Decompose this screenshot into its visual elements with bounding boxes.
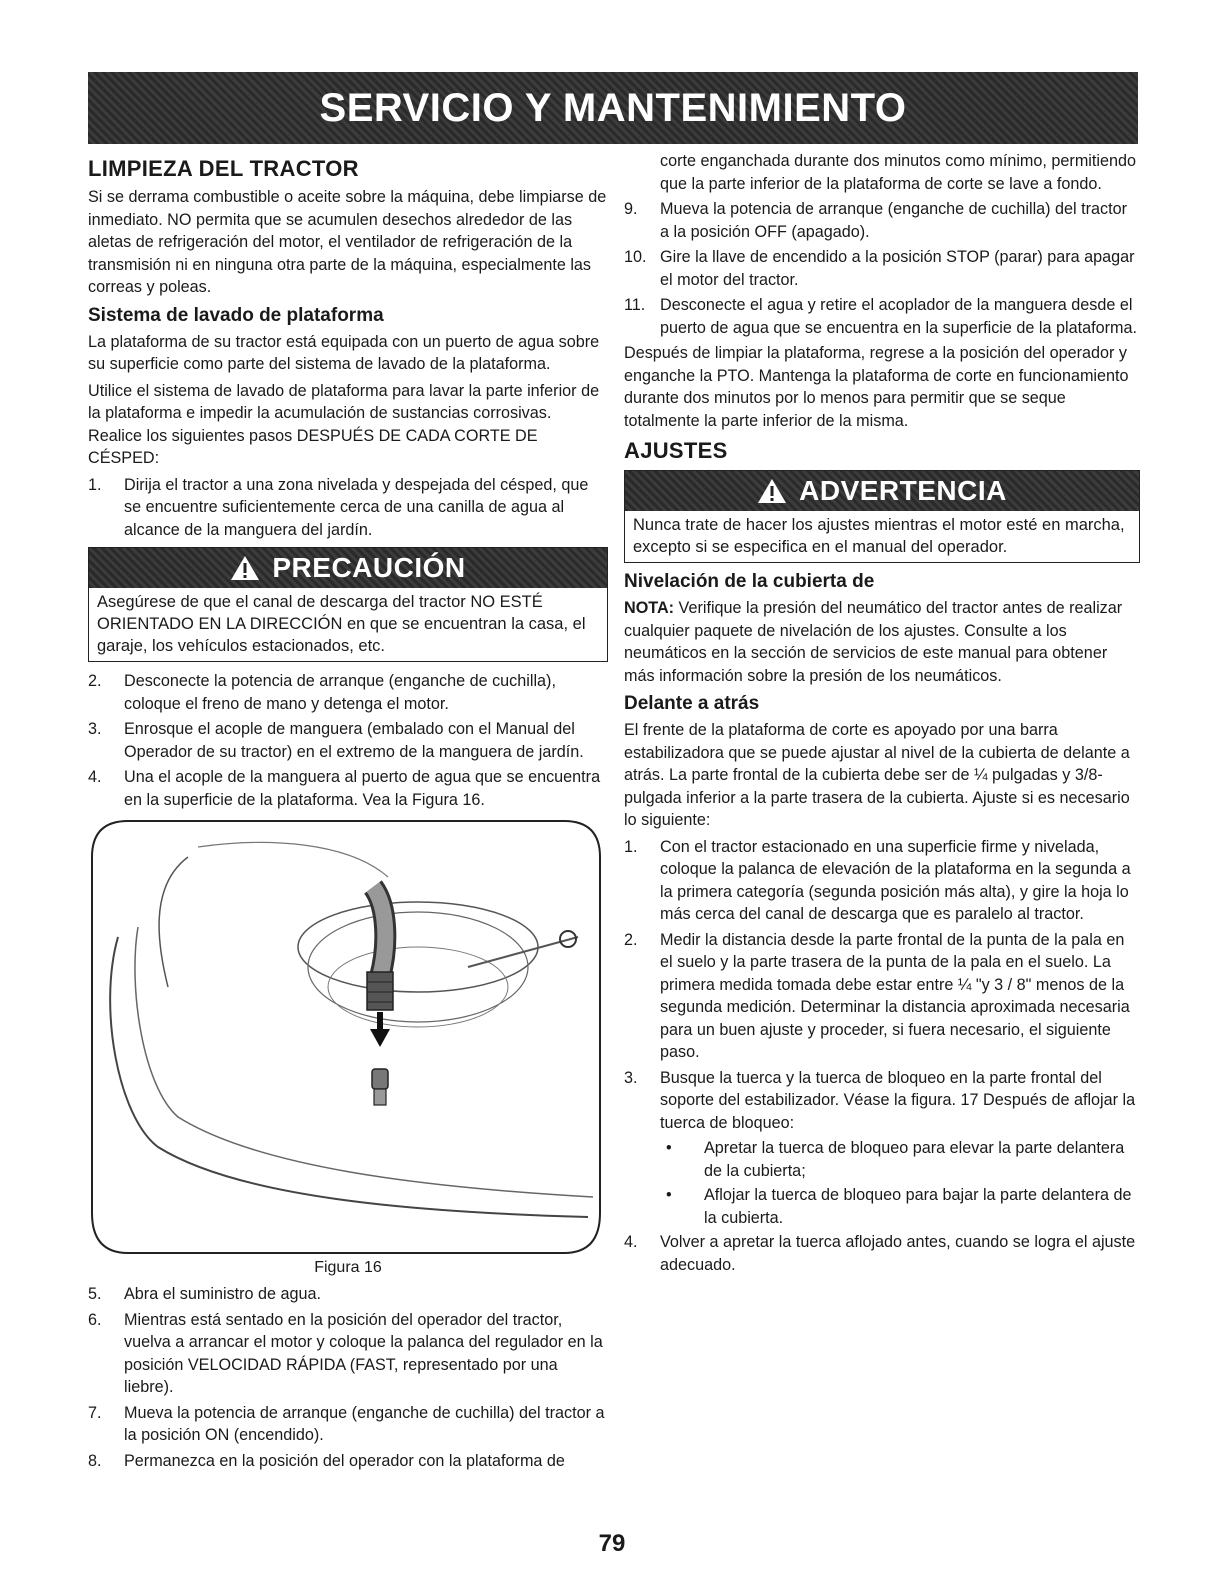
warning-triangle-icon — [230, 555, 260, 581]
subheading-nivelacion: Nivelación de la cubierta de — [624, 571, 875, 592]
right-column — [624, 150, 1140, 1279]
list-item: 10. Gire la llave de encendido a la posición STOP (parar) para apagar el motor del tractor. — [624, 248, 1135, 289]
list-item: 3. Busque la tuerca y la tuerca de bloqueo en la parte frontal del soporte del estabilizador. Véase la figura. 17 Después de aflojar la tuerca de bloqueo: — [624, 1068, 1136, 1132]
nota-text: Verifique la presión del neumático del tractor antes de realizar cualquier paquete de nivelación de los ajustes. Consulte a los neumáticos en la sección de servicios de este manual para obtener más información sobre la presión de los neumáticos. — [624, 599, 1123, 685]
steps-list-6 — [624, 1231, 1140, 1276]
caution-text: Asegúrese de que el canal de descarga del tractor NO ESTÉ ORIENTADO EN LA DIRECCIÓN en que se encuentran la casa, el garaje, los vehículos estacionados, etc. — [97, 593, 586, 655]
list-item: 11. Desconecte el agua y retire el acoplador de la manguera desde el puerto de agua que se encuentra en la superficie de la plataforma. — [624, 296, 1137, 337]
subheading-delante-atras: Delante a atrás — [624, 693, 760, 714]
list-item: 2. Desconecte la potencia de arranque (enganche de cuchilla), coloque el freno de mano y detenga el motor. — [88, 672, 556, 713]
caution-title: PRECAUCIÓN — [272, 552, 466, 583]
subheading-lavado: Sistema de lavado de plataforma — [88, 304, 384, 326]
figure-16-illustration — [88, 817, 604, 1257]
heading-limpieza: LIMPIEZA DEL TRACTOR — [88, 156, 359, 181]
steps-list-1 — [88, 474, 608, 542]
list-item: 1. Con el tractor estacionado en una superficie firme y nivelada, coloque la palanca de elevación de la plataforma en la segunda a la primera categoría (segunda posición más alta), y gire la hoja lo más cerca del canal de descarga que es paralelo al tractor. — [624, 837, 1131, 923]
nota-label: NOTA: — [624, 599, 675, 617]
left-column — [88, 150, 608, 1475]
list-item: 3. Enrosque el acople de manguera (embalado con el Manual del Operador de su tractor) en el extremo de la manguera de jardín. — [88, 720, 584, 761]
steps-list-2 — [88, 670, 608, 811]
page-number: 79 — [598, 1530, 626, 1557]
heading-ajustes: AJUSTES — [624, 438, 728, 463]
list-item-continuation: corte enganchada durante dos minutos como mínimo, permitiendo que la parte inferior de la plataforma de corte se lave a fondo. — [660, 152, 1136, 193]
list-item: 5. Abra el suministro de agua. — [88, 1285, 322, 1303]
warning-text: Nunca trate de hacer los ajustes mientras el motor esté en marcha, excepto si se especifica en el manual del operador. — [633, 516, 1125, 556]
after-cleaning-paragraph: Después de limpiar la plataforma, regrese a la posición del operador y enganche la PTO. Mantenga la plataforma de corte en funcionamiento durante dos minutos por lo menos para permitir que se seque totalmente la parte inferior de la misma. — [624, 344, 1129, 430]
list-item: 7. Mueva la potencia de arranque (enganche de cuchilla) del tractor a la posición ON (encendido). — [88, 1403, 605, 1444]
intro-paragraph: Si se derrama combustible o aceite sobre la máquina, debe limpiarse de inmediato. NO permita que se acumulen desechos alrededor de las aletas de refrigeración del motor, el ventilador de refrigeración de la transmisión ni en ninguna otra parte de la máquina, especialmente las correas y poleas. — [88, 188, 607, 296]
list-item: 4. Una el acople de la manguera al puerto de agua que se encuentra en la superficie de la plataforma. Vea la Figura 16. — [88, 768, 601, 809]
list-item: 1. Dirija el tractor a una zona nivelada y despejada del césped, que se encuentre suficientemente cerca de una canilla de agua al alcance de la manguera del jardín. — [88, 475, 589, 539]
warning-triangle-icon — [757, 478, 787, 504]
section-title: SERVICIO Y MANTENIMIENTO — [319, 85, 907, 130]
list-item: 4. Volver a apretar la tuerca aflojado antes, cuando se logra el ajuste adecuado. — [624, 1233, 1136, 1274]
list-item: 8. Permanezca en la posición del operador con la plataforma de — [88, 1451, 565, 1470]
warning-title: ADVERTENCIA — [799, 475, 1007, 506]
warning-box — [624, 470, 1140, 563]
list-item: 9. Mueva la potencia de arranque (enganche de cuchilla) del tractor a la posición OFF (apagado). — [624, 200, 1128, 241]
figure-caption: Figura 16 — [314, 1259, 382, 1276]
bullet-item: • Aflojar la tuerca de bloqueo para bajar la parte delantera de la cubierta. — [666, 1186, 1132, 1227]
steps-list-3 — [88, 1283, 608, 1472]
list-item: 2. Medir la distancia desde la parte frontal de la punta de la pala en el suelo y la parte trasera de la punta de la pala en el suelo. La primera medida tomada debe estar entre ¼ "y 3 / 8" menos de la segunda medición. Determinar la distancia aproximada necesaria para un buen ajuste y proceder, si fuera necesario, el siguiente paso. — [624, 930, 1130, 1061]
caution-box — [88, 547, 608, 662]
bullet-item: • Apretar la tuerca de bloqueo para elevar la parte delantera de la cubierta; — [666, 1139, 1125, 1180]
deck-wash-port-drawing — [88, 817, 604, 1257]
lavado-para-1: La plataforma de su tractor está equipada con un puerto de agua sobre su superficie como parte del sistema de lavado de la plataforma. — [88, 332, 600, 373]
list-item: 6. Mientras está sentado en la posición del operador del tractor, vuelva a arrancar el motor y coloque la palanca del regulador en la posición VELOCIDAD RÁPIDA (FAST, representado por una liebre). — [88, 1310, 603, 1396]
delante-paragraph: El frente de la plataforma de corte es apoyado por una barra estabilizadora que se puede ajustar al nivel de la cubierta de delante a atrás. La parte frontal de la cubierta debe ser de ¼ pulgadas y 3/8-pulgada inferior a la parte trasera de la cubierta. Ajuste si es necesario lo siguiente: — [624, 721, 1130, 829]
lavado-para-2: Utilice el sistema de lavado de plataforma para lavar la parte inferior de la plataforma e impedir la acumulación de sustancias corrosivas. Realice los siguientes pasos DESPUÉS DE CADA CORTE DE CÉSPED: — [88, 381, 600, 467]
steps-list-4 — [624, 150, 1140, 339]
bullet-list — [624, 1137, 1140, 1229]
warning-header — [625, 471, 1139, 511]
caution-header — [89, 548, 607, 588]
steps-list-5 — [624, 836, 1140, 1135]
nota-paragraph — [624, 597, 1140, 687]
section-banner — [88, 72, 1138, 144]
